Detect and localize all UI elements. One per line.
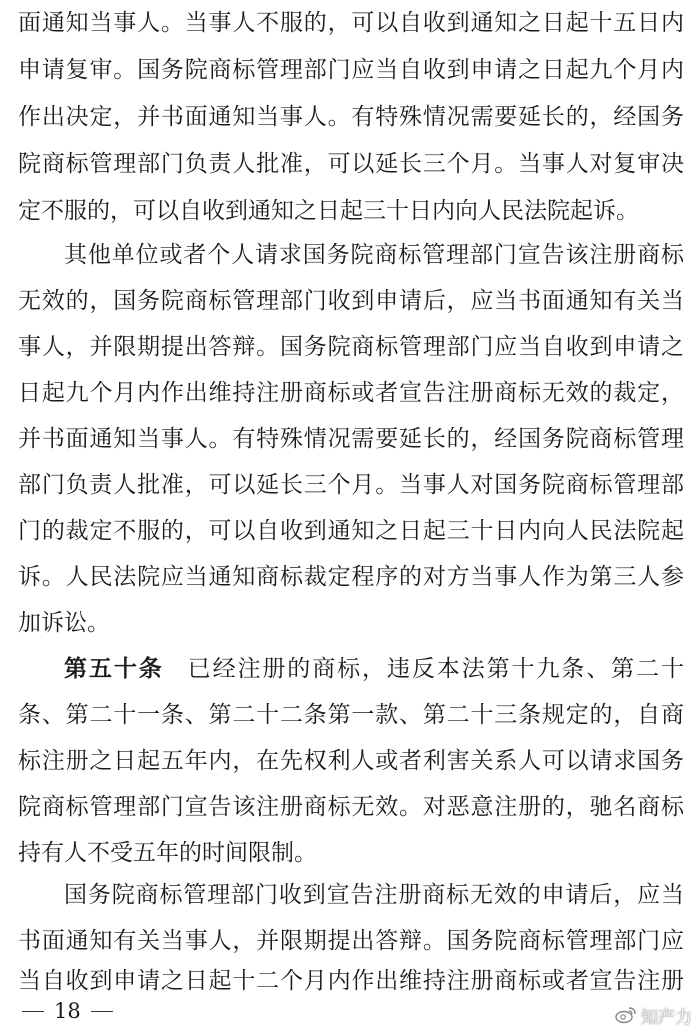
weibo-icon — [615, 1006, 637, 1024]
watermark-text: 知产力 — [641, 1007, 692, 1028]
body-line: 作出决定，并书面通知当事人。有特殊情况需要延长的，经国务 — [18, 104, 684, 130]
body-line: 持有人不受五年的时间限制。 — [18, 840, 317, 866]
body-line: 部门负责人批准，可以延长三个月。当事人对国务院商标管理部 — [18, 472, 684, 498]
body-line: 门的裁定不服的，可以自收到通知之日起三十日内向人民法院起 — [18, 518, 684, 544]
body-line: 院商标管理部门宣告该注册商标无效。对恶意注册的，驰名商标 — [18, 794, 684, 820]
footer-dash-left — [22, 1011, 44, 1012]
watermark — [615, 1003, 692, 1027]
footer-dash-right — [91, 1011, 113, 1012]
body-line: 定不服的，可以自收到通知之日起三十日内向人民法院起诉。 — [18, 198, 639, 224]
paragraph-first-line: 其他单位或者个人请求国务院商标管理部门宣告该注册商标 — [64, 242, 684, 268]
body-line: 无效的，国务院商标管理部门收到申请后，应当书面通知有关当 — [18, 288, 684, 314]
body-line: 书面通知有关当事人，并限期提出答辩。国务院商标管理部门应 — [18, 928, 684, 954]
body-line: 并书面通知当事人。有特殊情况需要延长的，经国务院商标管理 — [18, 426, 684, 452]
body-line: 事人，并限期提出答辩。国务院商标管理部门应当自收到申请之 — [18, 334, 684, 360]
body-line: 当自收到申请之日起十二个月内作出维持注册商标或者宣告注册 — [18, 968, 684, 994]
page-number: 18 — [54, 999, 81, 1023]
paragraph-first-line: 国务院商标管理部门收到宣告注册商标无效的申请后，应当 — [64, 882, 684, 908]
body-line: 诉。人民法院应当通知商标裁定程序的对方当事人作为第三人参 — [18, 564, 684, 590]
body-line: 申请复审。国务院商标管理部门应当自收到申请之日起九个月内 — [18, 57, 684, 83]
article-text: 已经注册的商标，违反本法第十九条、第二十 — [187, 656, 685, 682]
body-line: 日起九个月内作出维持注册商标或者宣告注册商标无效的裁定， — [18, 380, 684, 406]
body-line: 条、第二十一条、第二十二条第一款、第二十三条规定的，自商 — [18, 702, 684, 728]
article-first-line — [64, 651, 684, 687]
body-line: 面通知当事人。当事人不服的，可以自收到通知之日起十五日内 — [18, 10, 684, 36]
article-title: 第五十条 — [64, 656, 164, 682]
page-footer — [22, 996, 113, 1026]
document-page — [18, 0, 684, 1035]
body-line: 加诉讼。 — [18, 610, 110, 636]
body-line: 院商标管理部门负责人批准，可以延长三个月。当事人对复审决 — [18, 151, 684, 177]
body-line: 标注册之日起五年内，在先权利人或者利害关系人可以请求国务 — [18, 748, 684, 774]
